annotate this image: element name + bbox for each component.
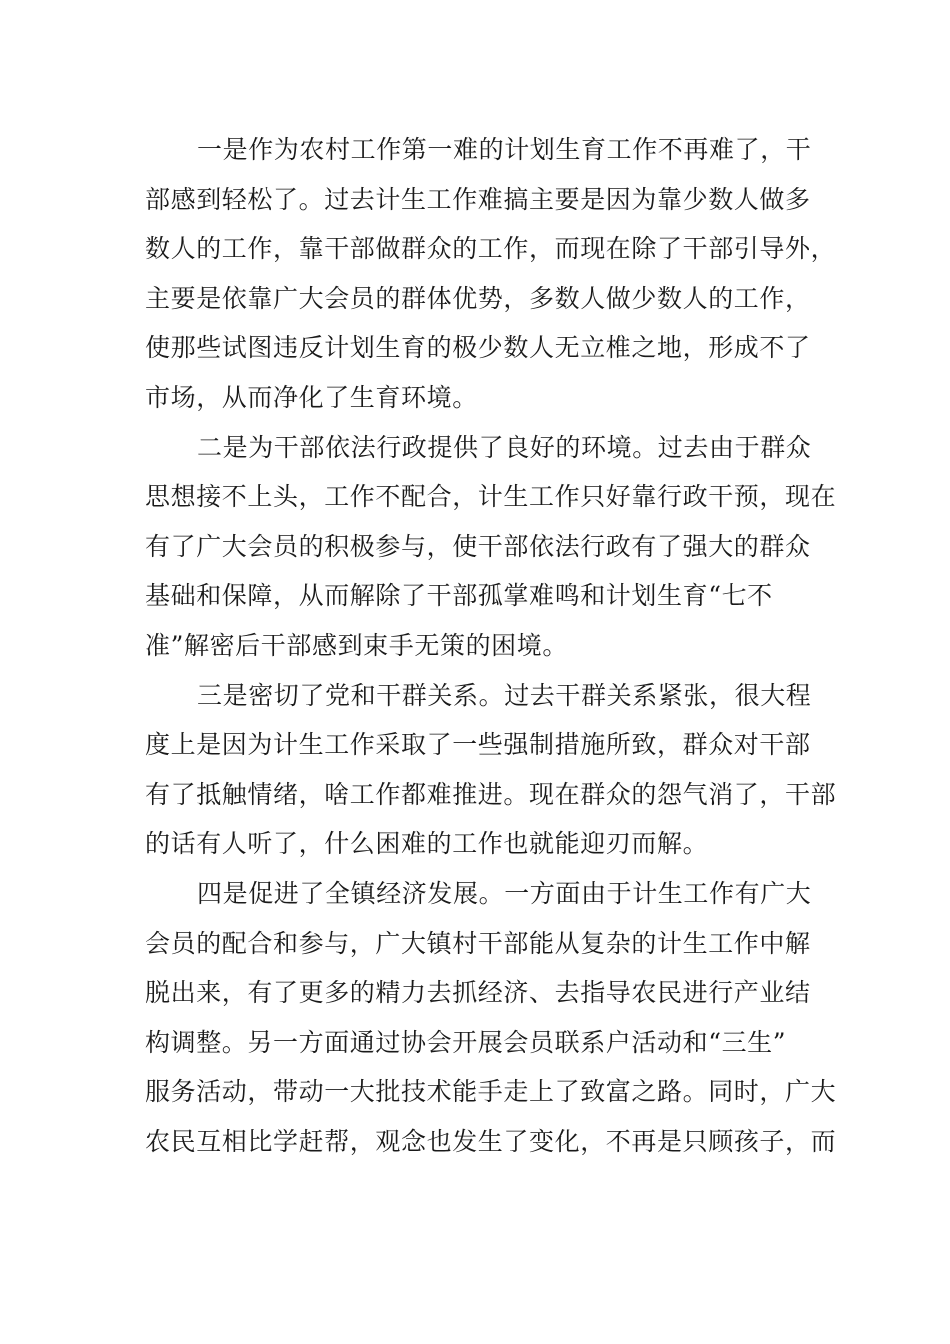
text-line: 基础和保障，从而解除了干部孤掌难鸣和计划生育“七不: [145, 581, 773, 611]
text-line: 农民互相比学赶帮，观念也发生了变化，不再是只顾孩子，而: [145, 1126, 837, 1156]
text-line: 部感到轻松了。过去计生工作难搞主要是因为靠少数人做多: [145, 184, 811, 214]
text-line: 使那些试图违反计划生育的极少数人无立椎之地，形成不了: [145, 333, 811, 363]
text-line: 市场，从而净化了生育环境。: [145, 382, 478, 412]
text-line: 有了广大会员的积极参与，使干部依法行政有了强大的群众: [145, 531, 811, 561]
paragraph-4: [145, 869, 837, 1167]
text-line: 准”解密后干部感到束手无策的困境。: [145, 630, 568, 660]
text-line: 构调整。另一方面通过协会开展会员联系户活动和“三生”: [145, 1027, 787, 1057]
text-line: 数人的工作，靠干部做群众的工作，而现在除了干部引导外，: [145, 234, 837, 264]
text-line: 脱出来，有了更多的精力去抓经济、去指导农民进行产业结: [145, 978, 811, 1008]
text-line: 服务活动，带动一大批技术能手走上了致富之路。同时，广大: [145, 1077, 837, 1107]
text-line: 一是作为农村工作第一难的计划生育工作不再难了，干: [197, 135, 812, 164]
text-line: 四是促进了全镇经济发展。一方面由于计生工作有广大: [197, 878, 812, 908]
text-line: 会员的配合和参与，广大镇村干部能从复杂的计生工作中解: [145, 928, 811, 958]
paragraph-3: [145, 671, 837, 869]
document-body: [145, 125, 837, 1166]
text-line: 思想接不上头，工作不配合，计生工作只好靠行政干预，现在: [145, 482, 837, 512]
text-line: 度上是因为计生工作采取了一些强制措施所致，群众对干部: [145, 730, 811, 760]
paragraph-2: [145, 423, 837, 671]
text-line: 二是为干部依法行政提供了良好的环境。过去由于群众: [197, 432, 812, 462]
text-line: 的话有人听了，什么困难的工作也就能迎刃而解。: [145, 829, 709, 859]
text-line: 主要是依靠广大会员的群体优势，多数人做少数人的工作，: [145, 283, 811, 313]
text-line: 有了抵触情绪，啥工作都难推进。现在群众的怨气消了，干部: [145, 779, 837, 809]
text-line: 三是密切了党和干群关系。过去干群关系紧张，很大程: [197, 680, 812, 710]
paragraph-1: [145, 125, 837, 423]
